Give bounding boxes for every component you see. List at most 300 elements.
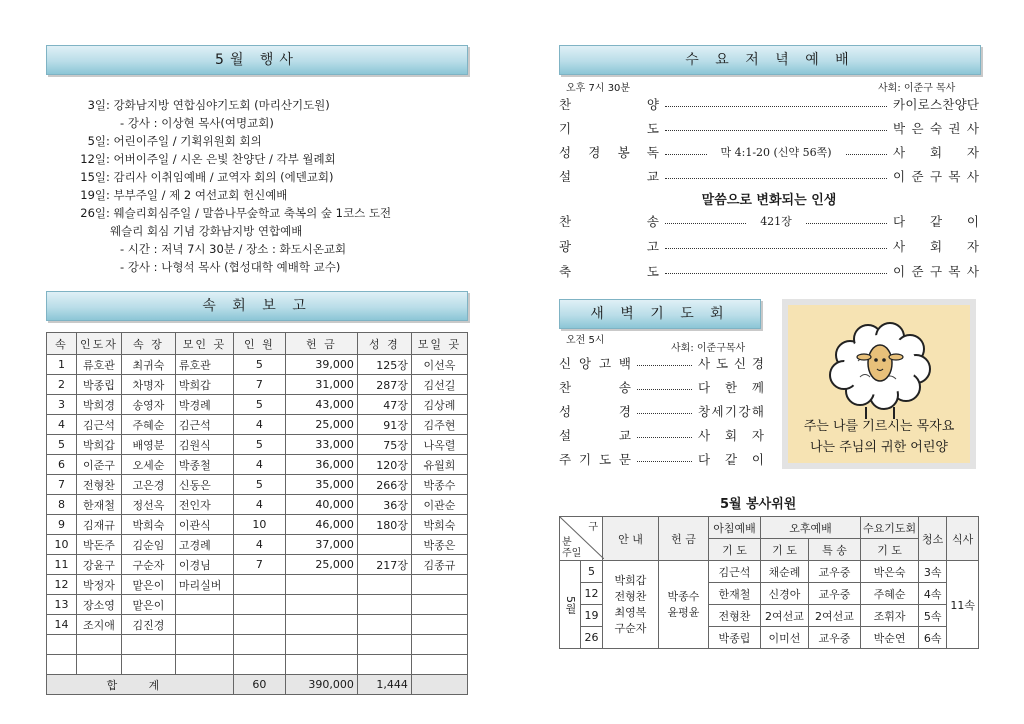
table-cell: 4 [233, 495, 285, 515]
table-cell [357, 575, 411, 595]
table-row [47, 475, 468, 495]
table-cell: 36,000 [285, 455, 357, 475]
table-cell [47, 655, 77, 675]
table-cell: 류호관 [77, 355, 122, 375]
table-row [47, 375, 468, 395]
volunteers-corner [560, 517, 603, 561]
table-cell: 최귀숙 [121, 355, 175, 375]
event-day: 15일 [80, 170, 106, 184]
service-item-label: 광 고 [559, 239, 659, 254]
volunteers-table [559, 516, 979, 649]
table-cell: 40,000 [285, 495, 357, 515]
attendance-header-cell: 성 경 [357, 333, 411, 355]
table-cell: 김선길 [411, 375, 467, 395]
table-cell [77, 655, 122, 675]
service-item-label: 성 경 봉 독 [559, 145, 659, 160]
total-bible: 1,444 [357, 675, 411, 695]
table-cell [175, 615, 233, 635]
table-cell: 33,000 [285, 435, 357, 455]
table-cell: 9 [47, 515, 77, 535]
table-cell: 김근석 [77, 415, 122, 435]
attendance-banner [46, 291, 468, 321]
table-cell: 39,000 [285, 355, 357, 375]
table-cell: 14 [47, 615, 77, 635]
dawn-banner [559, 299, 761, 329]
service-item-person: 사 회 자 [698, 428, 764, 443]
wednesday-prayer: 박은숙 [861, 561, 919, 583]
morning-prayer: 김근석 [709, 561, 761, 583]
table-cell [411, 575, 467, 595]
table-cell [175, 595, 233, 615]
row-date: 19 [581, 605, 603, 627]
table-cell: 김재규 [77, 515, 122, 535]
event-item [76, 150, 391, 168]
table-cell: 36장 [357, 495, 411, 515]
wednesday-host: 사회: 이준구 목사 [878, 83, 956, 94]
table-cell [233, 575, 285, 595]
table-cell [411, 595, 467, 615]
event-item [76, 186, 391, 204]
attendance-table [46, 332, 468, 695]
attendance-header-cell: 인 원 [233, 333, 285, 355]
event-item [76, 132, 391, 150]
order-of-service-line [559, 141, 979, 163]
table-cell: 13 [47, 595, 77, 615]
dotted-leader [637, 412, 692, 414]
dotted-leader [637, 388, 692, 390]
service-item-label: 주 기 도 문 [559, 452, 631, 467]
image-caption-line2: 나는 주님의 귀한 어린양 [810, 440, 948, 455]
table-cell: 장소영 [77, 595, 122, 615]
table-cell: 배영분 [121, 435, 175, 455]
table-row [47, 555, 468, 575]
order-of-service-line [559, 448, 764, 470]
header-morning: 아침예배 [709, 517, 761, 539]
table-row [47, 515, 468, 535]
event-text: 웨슬리 회심 기념 강화남지방 연합예배 [110, 224, 303, 238]
afternoon-prayer: 이미선 [761, 627, 809, 649]
table-cell: 박희갑 [175, 375, 233, 395]
guide-name: 최영복 [614, 605, 647, 619]
service-item-person: 다 같 이 [698, 452, 764, 467]
table-cell: 5 [47, 435, 77, 455]
table-cell [285, 655, 357, 675]
order-of-service-line [559, 400, 764, 422]
morning-prayer: 한재철 [709, 583, 761, 605]
event-item [76, 96, 391, 114]
table-cell: 박희경 [77, 395, 122, 415]
event-item [76, 240, 391, 258]
attendance-title: 속 회 보 고 [202, 298, 312, 314]
service-item-label: 찬 양 [559, 97, 659, 112]
offering-cell [659, 561, 709, 649]
order-of-service-line [559, 165, 979, 187]
dotted-leader [665, 222, 746, 224]
dotted-leader [665, 177, 887, 179]
meal-cell: 11속 [947, 561, 979, 649]
table-cell: 강윤구 [77, 555, 122, 575]
table-cell: 김종규 [411, 555, 467, 575]
table-cell [233, 635, 285, 655]
table-cell: 전형찬 [77, 475, 122, 495]
guide-cell [603, 561, 659, 649]
table-cell: 마리실버 [175, 575, 233, 595]
table-row [47, 615, 468, 635]
table-cell: 5 [233, 395, 285, 415]
table-cell: 나옥렬 [411, 435, 467, 455]
order-of-service-line [559, 93, 979, 115]
table-cell [47, 635, 77, 655]
table-row [47, 395, 468, 415]
table-cell: 4 [233, 415, 285, 435]
table-cell: 4 [233, 455, 285, 475]
guide-name: 박희갑 [614, 573, 647, 587]
header-prayer2: 기 도 [761, 539, 809, 561]
table-cell: 이관순 [411, 495, 467, 515]
event-day: 19일 [80, 188, 106, 202]
offering-name: 박종수 [667, 589, 700, 603]
events-title: 5월 행사 [215, 52, 299, 68]
table-cell: 47장 [357, 395, 411, 415]
wednesday-prayer: 박순연 [861, 627, 919, 649]
table-cell: 오세순 [121, 455, 175, 475]
corner-top: 구 [588, 522, 598, 533]
table-cell: 180장 [357, 515, 411, 535]
dawn-time: 오전 5시 [566, 335, 605, 346]
table-cell [121, 635, 175, 655]
event-text: - 시간 : 저녁 7시 30분 / 장소 : 화도시온교회 [120, 242, 347, 256]
table-cell: 2 [47, 375, 77, 395]
table-cell: 4 [233, 535, 285, 555]
volunteers-month: 5월 [560, 561, 581, 649]
service-item-person: 창 세 기 강 해 [698, 404, 764, 419]
sermon-title: 말씀으로 변화되는 인생 [701, 193, 837, 208]
table-cell: 박종수 [411, 475, 467, 495]
order-of-service-line [559, 424, 764, 446]
order-of-service-line [559, 260, 979, 282]
table-cell: 4 [47, 415, 77, 435]
table-cell: 7 [233, 375, 285, 395]
volunteers-title: 5월 봉사위원 [720, 497, 797, 512]
afternoon-prayer: 2여선교 [761, 605, 809, 627]
morning-prayer: 전형찬 [709, 605, 761, 627]
header-afternoon: 오후예배 [761, 517, 861, 539]
corner-bottom: 주일 [562, 548, 582, 559]
total-empty [411, 675, 467, 695]
table-cell [411, 635, 467, 655]
service-item-label: 찬 송 [559, 380, 631, 395]
table-cell: 박희숙 [121, 515, 175, 535]
dotted-leader [806, 222, 887, 224]
table-cell [233, 595, 285, 615]
table-cell: 전인자 [175, 495, 233, 515]
dotted-leader [637, 364, 692, 366]
table-cell [121, 655, 175, 675]
table-cell: 박정자 [77, 575, 122, 595]
table-cell: 35,000 [285, 475, 357, 495]
table-cell: 이준구 [77, 455, 122, 475]
table-cell: 266장 [357, 475, 411, 495]
dotted-leader [665, 153, 707, 155]
event-text: : 감리사 이취임예배 / 교역자 회의 (에덴교회) [106, 170, 334, 184]
table-cell [357, 535, 411, 555]
event-text: - 강사 : 이상현 목사(여명교회) [120, 116, 274, 130]
header-clean: 청소 [919, 517, 947, 561]
event-text: : 어린이주일 / 기획위원회 회의 [106, 134, 262, 148]
table-row [47, 655, 468, 675]
order-of-service-line [559, 376, 764, 398]
total-people: 60 [233, 675, 285, 695]
table-cell: 박종철 [175, 455, 233, 475]
table-cell: 김순임 [121, 535, 175, 555]
service-item-detail: 막 4:1-20 (신약 56쪽) [720, 146, 832, 159]
event-item [76, 114, 391, 132]
dotted-leader [637, 436, 692, 438]
table-cell [357, 595, 411, 615]
dawn-title: 새 벽 기 도 회 [590, 306, 730, 322]
row-date: 5 [581, 561, 603, 583]
dawn-host: 사회: 이준구목사 [671, 343, 746, 354]
service-item-person: 다 같 이 [893, 214, 979, 229]
table-cell: 고경례 [175, 535, 233, 555]
service-item-person: 카 이 로 스 찬 양 단 [893, 97, 979, 112]
event-text: : 강화남지방 연합심야기도회 (마리산기도원) [106, 98, 330, 112]
table-cell: 류호관 [175, 355, 233, 375]
cleaning: 3속 [919, 561, 947, 583]
table-cell: 3 [47, 395, 77, 415]
table-cell: 유월희 [411, 455, 467, 475]
table-cell: 박종립 [77, 375, 122, 395]
sheep-icon [788, 305, 970, 463]
table-cell: 75장 [357, 435, 411, 455]
table-cell: 8 [47, 495, 77, 515]
wednesday-prayer: 주혜순 [861, 583, 919, 605]
table-cell: 김진경 [121, 615, 175, 635]
header-guide: 안 내 [603, 517, 659, 561]
image-caption-line1: 주는 나를 기르시는 목자요 [803, 419, 955, 434]
header-prayer: 기 도 [709, 539, 761, 561]
table-cell: 37,000 [285, 535, 357, 555]
attendance-header-cell: 속 [47, 333, 77, 355]
table-cell: 7 [233, 555, 285, 575]
table-cell: 김주현 [411, 415, 467, 435]
order-of-service-line [559, 235, 979, 257]
table-cell: 125장 [357, 355, 411, 375]
table-cell: 이경님 [175, 555, 233, 575]
wednesday-title: 수 요 저 녁 예 배 [685, 52, 855, 68]
order-of-service-line [559, 117, 979, 139]
special-song: 교우중 [809, 627, 861, 649]
guide-name: 전형찬 [614, 589, 647, 603]
table-cell: 신동은 [175, 475, 233, 495]
table-row [47, 415, 468, 435]
attendance-header-cell: 헌 금 [285, 333, 357, 355]
dotted-leader [665, 105, 887, 107]
header-prayer3: 기 도 [861, 539, 919, 561]
wednesday-time: 오후 7시 30분 [566, 83, 631, 94]
table-cell [285, 635, 357, 655]
service-item-person: 이 준 구 목 사 [893, 169, 979, 184]
table-cell: 25,000 [285, 415, 357, 435]
table-cell: 217장 [357, 555, 411, 575]
table-cell [175, 655, 233, 675]
afternoon-prayer: 신경아 [761, 583, 809, 605]
table-row [47, 355, 468, 375]
table-row [47, 535, 468, 555]
row-date: 12 [581, 583, 603, 605]
event-text: : 부부주일 / 제 2 여선교회 헌신예배 [106, 188, 288, 202]
attendance-header-cell: 속 장 [121, 333, 175, 355]
table-row [47, 575, 468, 595]
attendance-header-cell: 모일 곳 [411, 333, 467, 355]
morning-prayer: 박종립 [709, 627, 761, 649]
table-cell: 12 [47, 575, 77, 595]
table-cell [233, 655, 285, 675]
afternoon-prayer: 채순례 [761, 561, 809, 583]
table-cell [285, 615, 357, 635]
event-day: 3일 [87, 98, 106, 112]
total-label: 합 계 [47, 675, 234, 695]
service-item-detail: 421장 [760, 215, 792, 228]
table-cell: 5 [233, 355, 285, 375]
header-wednesday: 수요기도회 [861, 517, 919, 539]
table-cell [285, 575, 357, 595]
table-cell: 한재철 [77, 495, 122, 515]
guide-name: 구순자 [614, 621, 647, 635]
table-cell [357, 655, 411, 675]
table-cell: 10 [233, 515, 285, 535]
table-row [47, 435, 468, 455]
cleaning: 4속 [919, 583, 947, 605]
corner-left: 분 [562, 537, 572, 548]
total-offering: 390,000 [285, 675, 357, 695]
table-cell: 맡은이 [121, 595, 175, 615]
table-cell [233, 615, 285, 635]
row-date: 26 [581, 627, 603, 649]
table-cell: 박희갑 [77, 435, 122, 455]
table-cell: 25,000 [285, 555, 357, 575]
attendance-total-row [47, 675, 468, 695]
special-song: 2여선교 [809, 605, 861, 627]
table-cell: 구순자 [121, 555, 175, 575]
table-cell [175, 635, 233, 655]
cleaning: 5속 [919, 605, 947, 627]
event-day: 5일 [87, 134, 106, 148]
table-cell: 박돈주 [77, 535, 122, 555]
table-cell [411, 615, 467, 635]
wednesday-prayer: 조휘자 [861, 605, 919, 627]
table-cell: 고은경 [121, 475, 175, 495]
service-item-label: 성 경 [559, 404, 631, 419]
header-special: 특 송 [809, 539, 861, 561]
dotted-leader [846, 153, 888, 155]
dotted-leader [665, 129, 887, 131]
attendance-header-row [47, 333, 468, 355]
service-item-label: 신 앙 고 백 [559, 356, 631, 371]
events-banner [46, 45, 468, 75]
table-cell: 5 [233, 435, 285, 455]
table-cell: 조지애 [77, 615, 122, 635]
dotted-leader [637, 460, 692, 462]
table-row [47, 455, 468, 475]
service-item-label: 설 교 [559, 428, 631, 443]
service-item-person: 사 도 신 경 [698, 356, 764, 371]
event-item [76, 258, 391, 276]
table-cell: 맡은이 [121, 575, 175, 595]
table-cell: 1 [47, 355, 77, 375]
cleaning: 6속 [919, 627, 947, 649]
events-list [76, 96, 391, 276]
service-item-label: 기 도 [559, 121, 659, 136]
table-cell: 정선옥 [121, 495, 175, 515]
table-cell: 김원식 [175, 435, 233, 455]
table-cell: 91장 [357, 415, 411, 435]
table-cell: 46,000 [285, 515, 357, 535]
service-item-person: 박 은 숙 권 사 [893, 121, 979, 136]
event-item [76, 204, 391, 222]
table-cell: 이선옥 [411, 355, 467, 375]
event-text: - 강사 : 나형석 목사 (협성대학 예배학 교수) [120, 260, 341, 274]
order-of-service-line [559, 210, 979, 232]
table-cell [285, 595, 357, 615]
service-item-person: 다 한 께 [698, 380, 764, 395]
special-song: 교우중 [809, 583, 861, 605]
order-of-service-line [559, 352, 764, 374]
volunteers-row [560, 561, 979, 583]
table-cell: 이관식 [175, 515, 233, 535]
table-cell: 5 [233, 475, 285, 495]
table-cell: 43,000 [285, 395, 357, 415]
table-cell: 송영자 [121, 395, 175, 415]
service-item-label: 설 교 [559, 169, 659, 184]
table-cell: 차명자 [121, 375, 175, 395]
attendance-header-cell: 인도자 [77, 333, 122, 355]
attendance-header-cell: 모인 곳 [175, 333, 233, 355]
table-cell: 박종은 [411, 535, 467, 555]
event-item [76, 222, 391, 240]
service-item-person: 이 준 구 목 사 [893, 264, 979, 279]
service-item-person: 사 회 자 [893, 145, 979, 160]
header-meal: 식사 [947, 517, 979, 561]
table-row [47, 495, 468, 515]
service-item-label: 찬 송 [559, 214, 659, 229]
offering-name: 윤평윤 [667, 605, 700, 619]
table-cell: 박희숙 [411, 515, 467, 535]
table-cell: 11 [47, 555, 77, 575]
table-cell: 120장 [357, 455, 411, 475]
wednesday-banner [559, 45, 981, 75]
event-day: 12일 [80, 152, 106, 166]
header-offering: 헌 금 [659, 517, 709, 561]
table-cell: 10 [47, 535, 77, 555]
service-item-person: 사 회 자 [893, 239, 979, 254]
table-cell: 박경례 [175, 395, 233, 415]
service-item-label: 축 도 [559, 264, 659, 279]
event-text: : 웨슬리회심주일 / 말씀나무숲학교 축복의 숲 1코스 도전 [106, 206, 392, 220]
table-row [47, 635, 468, 655]
special-song: 교우중 [809, 561, 861, 583]
event-item [76, 168, 391, 186]
table-cell [357, 635, 411, 655]
sheep-illustration [782, 299, 976, 469]
event-day: 26일 [80, 206, 106, 220]
table-row [47, 595, 468, 615]
event-text: : 어버이주일 / 시온 은빛 찬양단 / 각부 월례회 [106, 152, 336, 166]
table-cell: 김상례 [411, 395, 467, 415]
table-cell [357, 615, 411, 635]
dotted-leader [665, 272, 887, 274]
dotted-leader [665, 247, 887, 249]
